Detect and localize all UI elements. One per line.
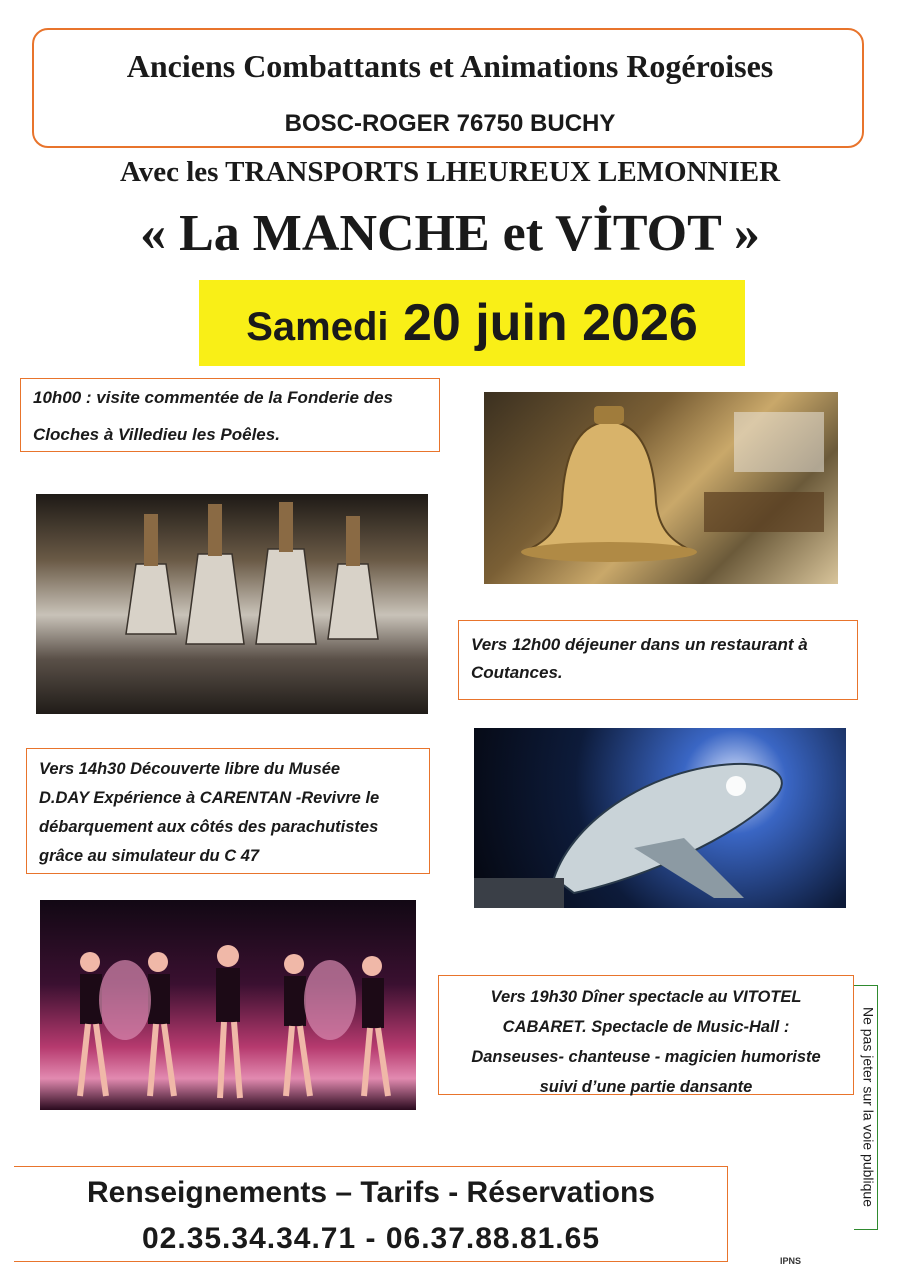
event-foundry-visit <box>20 378 440 452</box>
bell-photo <box>484 392 838 584</box>
trip-title: « La MANCHE et VİTOT » <box>140 205 760 262</box>
event-line: Vers 19h30 Dîner spectacle au VITOTEL <box>490 988 802 1006</box>
transport-line: Avec les TRANSPORTS LHEUREUX LEMONNIER <box>119 156 781 188</box>
date-banner <box>199 280 745 366</box>
aircraft-simulator-photo <box>474 728 846 908</box>
dancers-illustration <box>40 900 416 1110</box>
cabaret-dancers-photo <box>40 900 416 1110</box>
event-dinner-show <box>438 975 854 1095</box>
imprint-mark: IPNS <box>780 1256 802 1266</box>
event-line: débarquement aux côtés des parachutistes <box>39 818 379 836</box>
small-bells-photo <box>36 494 428 714</box>
event-line: 10h00 : visite commentée de la Fonderie des <box>33 388 393 407</box>
event-line: D.DAY Expérience à CARENTAN -Revivre le <box>39 789 380 807</box>
event-line: CABARET. Spectacle de Music-Hall : <box>502 1018 790 1036</box>
event-line: Coutances. <box>471 663 563 682</box>
info-title: Renseignements – Tarifs - Réservations <box>87 1176 655 1209</box>
bell-illustration <box>484 392 838 584</box>
event-dday-museum <box>26 748 430 874</box>
date-day: Samedi <box>246 305 389 349</box>
bells-row-illustration <box>36 494 428 714</box>
date-rest: 20 juin 2026 <box>388 294 698 352</box>
event-line: Vers 14h30 Découverte libre du Musée <box>39 760 341 778</box>
side-note: Ne pas jeter sur la voie publique <box>860 1006 877 1207</box>
event-line: Danseuses- chanteuse - magicien humoriste <box>471 1048 821 1066</box>
event-line: Cloches à Villedieu les Poêles. <box>33 425 280 444</box>
organization-address: BOSC-ROGER 76750 BUCHY <box>284 110 616 137</box>
plane-illustration <box>474 728 846 908</box>
event-line: grâce au simulateur du C 47 <box>39 847 260 865</box>
organization-name: Anciens Combattants et Animations Rogéroises <box>126 48 774 84</box>
event-line: suivi d’une partie dansante <box>539 1078 753 1096</box>
phone-numbers: 02.35.34.34.71 - 06.37.88.81.65 <box>141 1222 601 1255</box>
event-lunch <box>458 620 858 700</box>
event-line: Vers 12h00 déjeuner dans un restaurant à <box>471 635 808 654</box>
